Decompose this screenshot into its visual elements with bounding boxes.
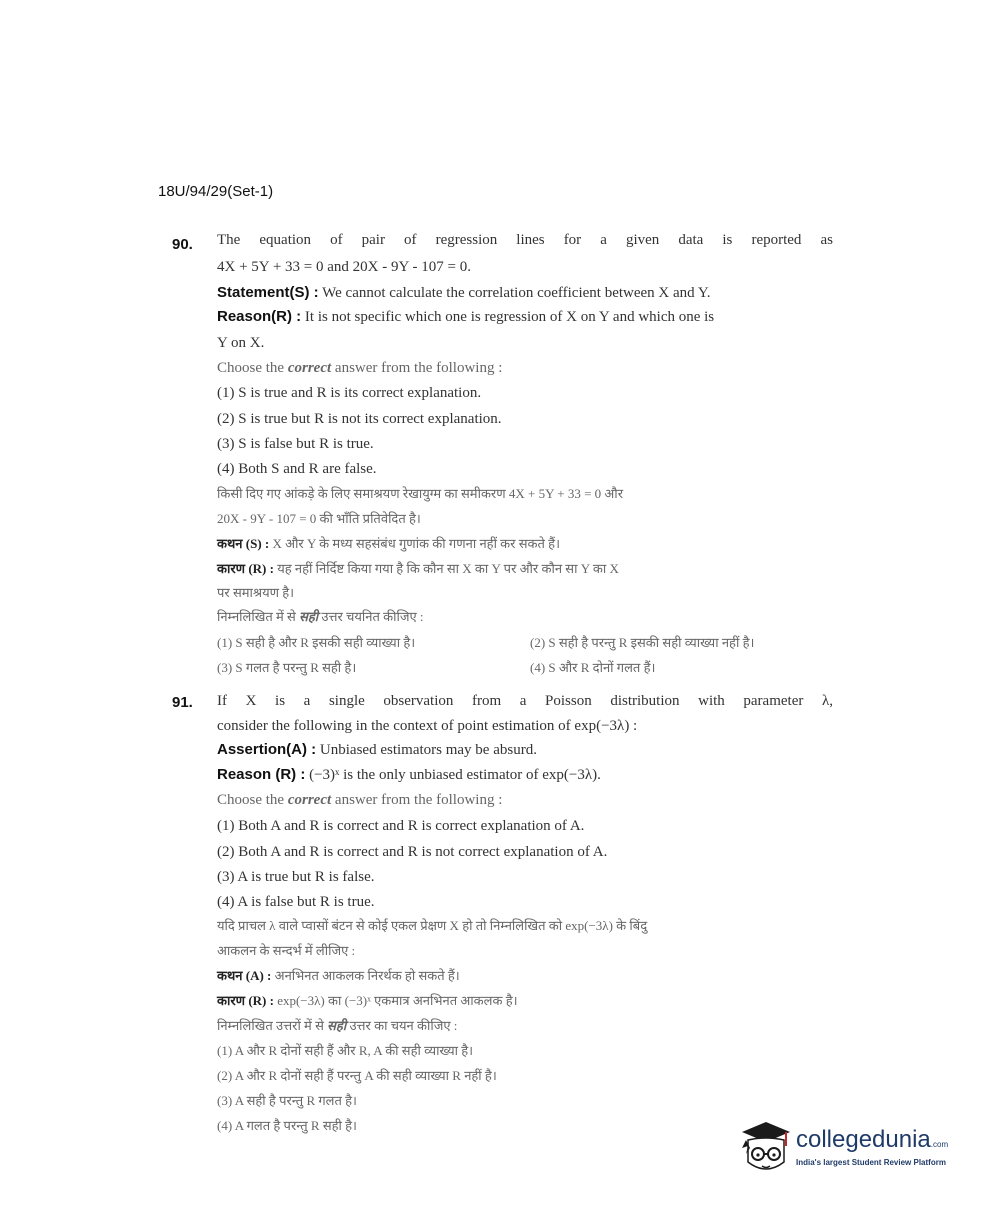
q90-hindi-option-4: (4) S और R दोनों गलत हैं। — [530, 660, 656, 675]
q91-hindi-option-1: (1) A और R दोनों सही हैं और R, A की सही व्याख्या है। — [217, 1043, 474, 1058]
q91-reason — [217, 766, 601, 784]
q91-hindi-assertion — [217, 967, 460, 985]
q90-reason-text-2: Y on X. — [217, 335, 265, 351]
q91-reason-label: Reason (R) : — [217, 766, 306, 783]
q91-hindi-choose-emphasis: सही — [327, 1018, 347, 1033]
q91-assertion — [217, 741, 537, 759]
q91-hindi-choose-post: उत्तर का चयन कीजिए : — [346, 1018, 458, 1033]
q90-hindi-choose — [217, 608, 424, 626]
q90-hindi-choose-pre: निम्नलिखित में से — [217, 609, 300, 624]
logo-name: collegedunia — [796, 1126, 931, 1153]
q91-choose-pre: Choose the — [217, 792, 288, 808]
q91-hindi-line2: आकलन के सन्दर्भ में लीजिए : — [217, 943, 356, 958]
q90-hindi-statement-text: X और Y के मध्य सहसंबंध गुणांक की गणना नहीं कर सकते हैं। — [269, 536, 560, 551]
q90-choose-instruction — [217, 359, 502, 377]
q90-statement-text: We cannot calculate the correlation coefficient between X and Y. — [318, 285, 711, 301]
q90-hindi-line1: किसी दिए गए आंकड़े के लिए समाश्रयण रेखायुग्म का समीकरण 4X + 5Y + 33 = 0 और — [217, 486, 624, 501]
q91-hindi-assertion-text: अनभिनत आकलक निरर्थक हो सकते हैं। — [271, 968, 460, 983]
q91-hindi-option-4: (4) A गलत है परन्तु R सही है। — [217, 1118, 357, 1133]
q90-text-line1: The equation of pair of regression lines for a given data is reported as — [217, 232, 833, 248]
q90-choose-post: answer from the following : — [331, 360, 503, 376]
collegedunia-tagline: India's largest Student Review Platform — [796, 1158, 946, 1167]
q90-hindi-statement — [217, 535, 560, 553]
q90-option-2: (2) S is true but R is not its correct explanation. — [217, 411, 502, 427]
q91-assertion-text: Unbiased estimators may be absurd. — [316, 742, 537, 758]
q90-statement — [217, 284, 711, 302]
q91-hindi-choose — [217, 1017, 457, 1035]
q90-hindi-reason-text-2: पर समाश्रयण है। — [217, 585, 295, 600]
q91-option-4: (4) A is false but R is true. — [217, 894, 375, 910]
q91-choose-instruction — [217, 791, 502, 809]
q91-reason-text: (−3)ˣ is the only unbiased estimator of exp(−3λ). — [305, 767, 601, 783]
q90-hindi-choose-emphasis: सही — [299, 609, 319, 624]
q91-hindi-line1: यदि प्राचल λ वाले प्वासों बंटन से कोई एकल प्रेक्षण X हो तो निम्नलिखित को exp(−3λ) के बिंदु — [217, 918, 648, 933]
q90-option-4: (4) Both S and R are false. — [217, 461, 377, 477]
q90-hindi-line2: 20X - 9Y - 107 = 0 की भाँति प्रतिवेदित है। — [217, 511, 421, 526]
q90-hindi-reason-label: कारण (R) : — [217, 561, 274, 576]
q91-option-3: (3) A is true but R is false. — [217, 869, 375, 885]
q91-assertion-label: Assertion(A) : — [217, 741, 317, 758]
q90-reason — [217, 308, 714, 326]
q91-text-line2: consider the following in the context of point estimation of exp(−3λ) : — [217, 718, 638, 734]
q91-hindi-reason-text: exp(−3λ) का (−3)ˣ एकमात्र अनभिनत आकलक है। — [273, 993, 518, 1008]
q91-hindi-option-3: (3) A सही है परन्तु R गलत है। — [217, 1093, 357, 1108]
q91-hindi-reason — [217, 992, 518, 1010]
q91-option-2: (2) Both A and R is correct and R is not correct explanation of A. — [217, 844, 608, 860]
q91-choose-emphasis: correct — [287, 792, 332, 808]
q91-choose-post: answer from the following : — [331, 792, 503, 808]
q90-choose-emphasis: correct — [287, 360, 332, 376]
q91-hindi-reason-label: कारण (R) : — [217, 993, 274, 1008]
q90-hindi-reason-text: यह नहीं निर्दिष्ट किया गया है कि कौन सा X का Y पर और कौन सा Y का X — [273, 561, 619, 576]
q91-hindi-choose-pre: निम्नलिखित उत्तरों में से — [217, 1018, 328, 1033]
q90-option-3: (3) S is false but R is true. — [217, 436, 374, 452]
q90-choose-pre: Choose the — [217, 360, 288, 376]
q90-statement-label: Statement(S) : — [217, 284, 319, 301]
q91-hindi-option-2: (2) A और R दोनों सही हैं परन्तु A की सही व्याख्या R नहीं है। — [217, 1068, 497, 1083]
q90-text-line2: 4X + 5Y + 33 = 0 and 20X - 9Y - 107 = 0. — [217, 259, 471, 275]
q90-option-1: (1) S is true and R is its correct explanation. — [217, 385, 482, 401]
q90-hindi-option-1: (1) S सही है और R इसकी सही व्याख्या है। — [217, 635, 416, 650]
q91-text-line1: If X is a single observation from a Poisson distribution with parameter λ, — [217, 693, 833, 709]
question-91-number: 91. — [172, 694, 193, 711]
q90-reason-text: It is not specific which one is regression of X on Y and which one is — [301, 309, 715, 325]
q90-hindi-option-3: (3) S गलत है परन्तु R सही है। — [217, 660, 357, 675]
q90-hindi-reason — [217, 560, 619, 578]
q90-reason-label: Reason(R) : — [217, 308, 302, 325]
question-90-number: 90. — [172, 236, 193, 253]
q90-hindi-statement-label: कथन (S) : — [217, 536, 270, 551]
page-header-code: 18U/94/29(Set-1) — [158, 183, 274, 200]
q90-hindi-option-2: (2) S सही है परन्तु R इसकी सही व्याख्या नहीं है। — [530, 635, 755, 650]
logo-suffix: .com — [930, 1140, 949, 1149]
collegedunia-wordmark — [796, 1126, 948, 1154]
q91-option-1: (1) Both A and R is correct and R is correct explanation of A. — [217, 818, 585, 834]
q90-hindi-choose-post: उत्तर चयनित कीजिए : — [318, 609, 424, 624]
q91-hindi-assertion-label: कथन (A) : — [217, 968, 272, 983]
